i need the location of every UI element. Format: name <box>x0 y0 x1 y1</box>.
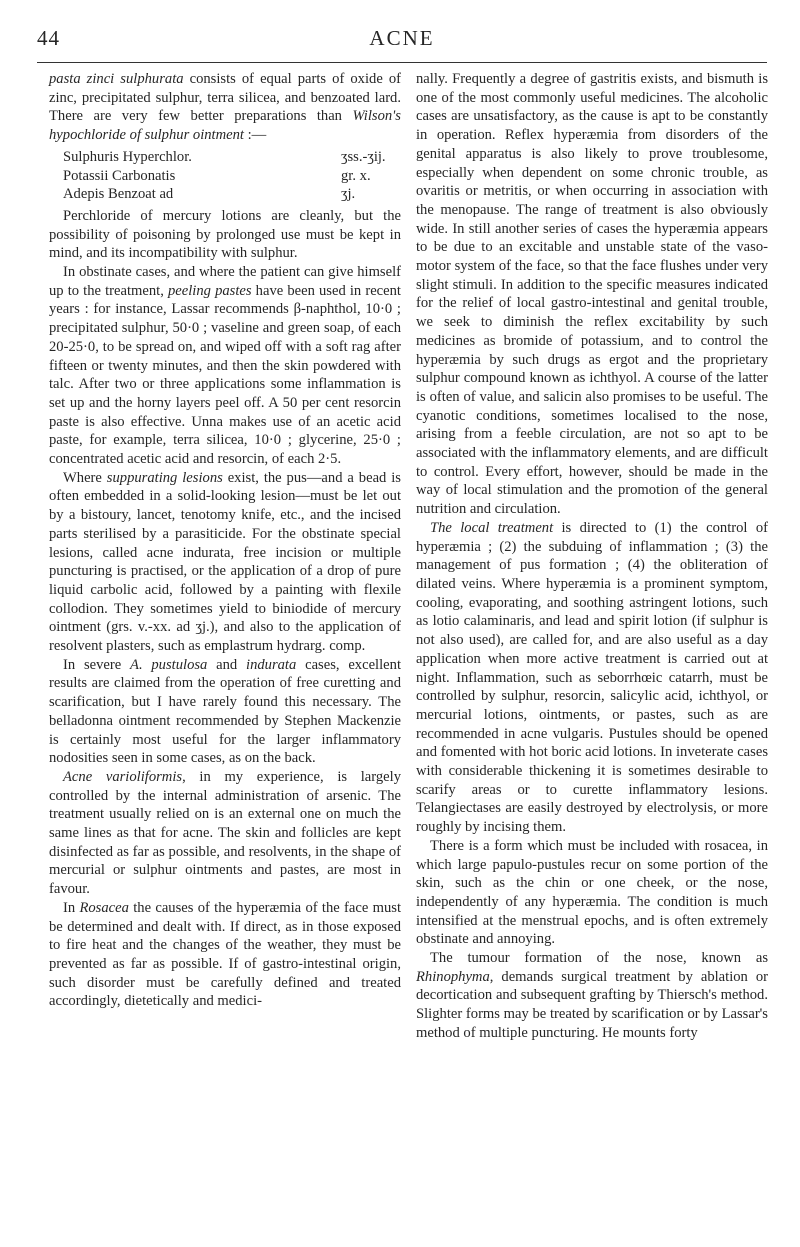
page-number: 44 <box>37 26 60 50</box>
rosacea-paragraph: In Rosacea the causes of the hyperæmia of the face must be determined and dealt with. If direct, as in those exposed to fire heat and the changes of the weather, they must be prevented as far as possible. If of gastro-intestinal origin, such disorder must be carefully defined and treated accordingly, dietetically and medici- <box>49 899 402 1010</box>
left-column <box>49 70 401 1011</box>
intro-paragraph: pasta zinci sulphurata consists of equal parts of oxide of zinc, precipitated sulphur, terra silicea, and benzoated lard. There are very few better preparations than Wilson's hypochloride of sulphur ointment :— <box>49 71 401 144</box>
ingredient-name: Sulphuris Hyperchlor. <box>63 148 192 165</box>
prescription <box>63 148 401 204</box>
rhinophyma-paragraph: The tumour formation of the nose, known as Rhinophyma, demands surgical treatment by ablation or decortication and subsequent grafting by Thiersch's method. Slighter forms may be treated by scarification or by Lassar's method of multiple puncturing. He mounts forty <box>416 950 768 1041</box>
italic-term: peeling pastes <box>168 282 252 299</box>
varioliformis-paragraph: Acne varioliformis, in my experience, is largely controlled by the internal administration of arsenic. The treatment usually relied on is an external one on much the same lines as that for acne. The skin and follicles are kept disinfected as far as possible, and resolvents, in the shape of mercurial or sulphur ointments and pastes, are most in favour. <box>49 768 401 898</box>
local-treatment-paragraph: The local treatment is directed to (1) the control of hyperæmia ; (2) the subduing of inflammation ; (3) the management of pus formation ; (4) the obliteration of dilated veins. Where hyperæmia is a prominent symptom, cooling, evaporating, and soothing astringent lotions, such as lotio calaminaris, and lead and spirit lotion (if sulphur is not also used), are called for, and are also useful as a day application when more active treatment is carried out at night. Inflammation, such as seborrhœic catarrh, must be controlled by sulphur, resorcin, salicylic acid, ichthyol, or mercurial lotions, ointments, or pastes, such as are recommended in acne vulgaris. Pustules should be opened and fomented with hot boric acid lotions. In inveterate cases with considerable thickening it is sometimes desirable to scarify areas or to curette inflammatory lesions. Telangiectases are easily destroyed by electrolysis, or more roughly by incising them. <box>416 519 768 836</box>
perchloride-paragraph: Perchloride of mercury lotions are cleanly, but the possibility of poisoning by prolonged use must be kept in mind, and its incompatibility with sulphur. <box>49 207 401 262</box>
papulo-pustules-paragraph: There is a form which must be included with rosacea, in which large papulo-pustules recur on some portion of the skin, such as the chin or one cheek, or the nose, independently of any hyperæmia. The condition is much intensified at the menstrual epochs, and is often extremely obstinate and annoying. <box>416 837 768 948</box>
italic-term: indurata <box>246 656 297 673</box>
italic-term: Acne varioliformis <box>63 768 183 785</box>
header-rule <box>37 62 767 63</box>
italic-term: pasta zinci sulphurata <box>49 71 184 87</box>
italic-term: Rhinophyma <box>416 968 490 985</box>
peeling-pastes-paragraph: In obstinate cases, and where the patient can give himself up to the treatment, peeling pastes have been used in recent years : for instance, Lassar recommends β-naphthol, 10·0 ; precipitated sulphur, 50·0 ; vaseline and green soap, of each 20-25·0, to be spread on, and wiped off with a soft rag after fifteen or twenty minutes, and then the skin powdered with talc. After two or three applications some inflammation is set up and the horny layers peel off. A 50 per cent resorcin paste is also effective. Unna makes use of an acetic acid paste, for example, terra silicea, 10·0 ; glycerine, 25·0 ; concentrated acetic acid and resorcin, of each 2·5. <box>49 263 401 468</box>
italic-term: suppurating lesions <box>106 469 223 486</box>
italic-term: Wilson's hypochloride of sulphur ointment <box>49 108 401 144</box>
page-header <box>37 0 767 66</box>
ingredient-name: Potassii Carbonatis <box>63 167 176 184</box>
prescription-line <box>63 167 401 186</box>
italic-term: Rosacea <box>79 899 129 916</box>
pustulosa-paragraph: In severe A. pustulosa and indurata cases, excellent results are claimed from the operation of free curetting and scarification, but I have rarely found this necessary. The belladonna ointment recommended by Stephen Mackenzie is certainly most useful for the larger inflammatory nodosities seen in some cases, as on the back. <box>49 656 401 767</box>
ingredient-dose: ʒj. <box>341 186 356 203</box>
ingredient-dose: gr. x. <box>341 167 371 184</box>
continued-paragraph: nally. Frequently a degree of gastritis exists, and bismuth is one of the most commonly useful medicines. The alcoholic cases are unsatisfactory, as the cause is apt to be constantly in operation. Reflex hyperæmia from disorders of the genital apparatus is also likely to prove troublesome, especially when dependent on some chronic trouble, as ovaritis or metritis, or when occurring in association with the menopause. The range of treatment is also obviously wide. In still another series of cases the hyperæmia appears to be due to an excitable and unstable state of the vaso-motor system of the face, so that the face flushes under very slight stimuli. In addition to the specific measures indicated for the relief of local gastro-intestinal and genital trouble, we seek to diminish the reflex excitability by such medicines as bromide of potassium, and to control the hyperæmia by such drugs as ergot and the proprietary sulphur compound known as ichthyol. A course of the latter is often of value, and salicin also promises to be useful. The cyanotic conditions, sometimes localised to the nose, arising from a feeble circulation, are not so apt to be associated with the inflammatory elements, and are difficult to control. Every effort, however, should be made in the way of local stimulation and the promotion of the general nutrition and circulation. <box>416 71 768 518</box>
prescription-line <box>63 148 401 167</box>
ingredient-name: Adepis Benzoat ad <box>63 186 174 203</box>
suppurating-lesions-paragraph: Where suppurating lesions exist, the pus—and a bead is often embedded in a solid-looking lesion—must be let out by a bistoury, lancet, tenotomy knife, etc., and the incised parts sterilised by a parasiticide. For the obstinate special lesions, called acne indurata, free incision or multiple puncturing is practised, or the application of a drop of pure liquid carbolic acid, followed by a painting with flexile collodion. They sometimes yield to biniodide of mercury ointment (grs. v.-xx. ad ʒj.), and also to the application of resolvent plasters, such as emplastrum hydrarg. comp. <box>49 469 401 655</box>
prescription-line <box>63 185 401 204</box>
running-title: ACNE <box>369 26 435 50</box>
ingredient-dose: ʒss.-ʒij. <box>341 148 386 165</box>
right-column <box>416 70 768 1043</box>
italic-term: A. pustulosa <box>130 656 208 673</box>
italic-term: The local treatment <box>430 519 554 536</box>
